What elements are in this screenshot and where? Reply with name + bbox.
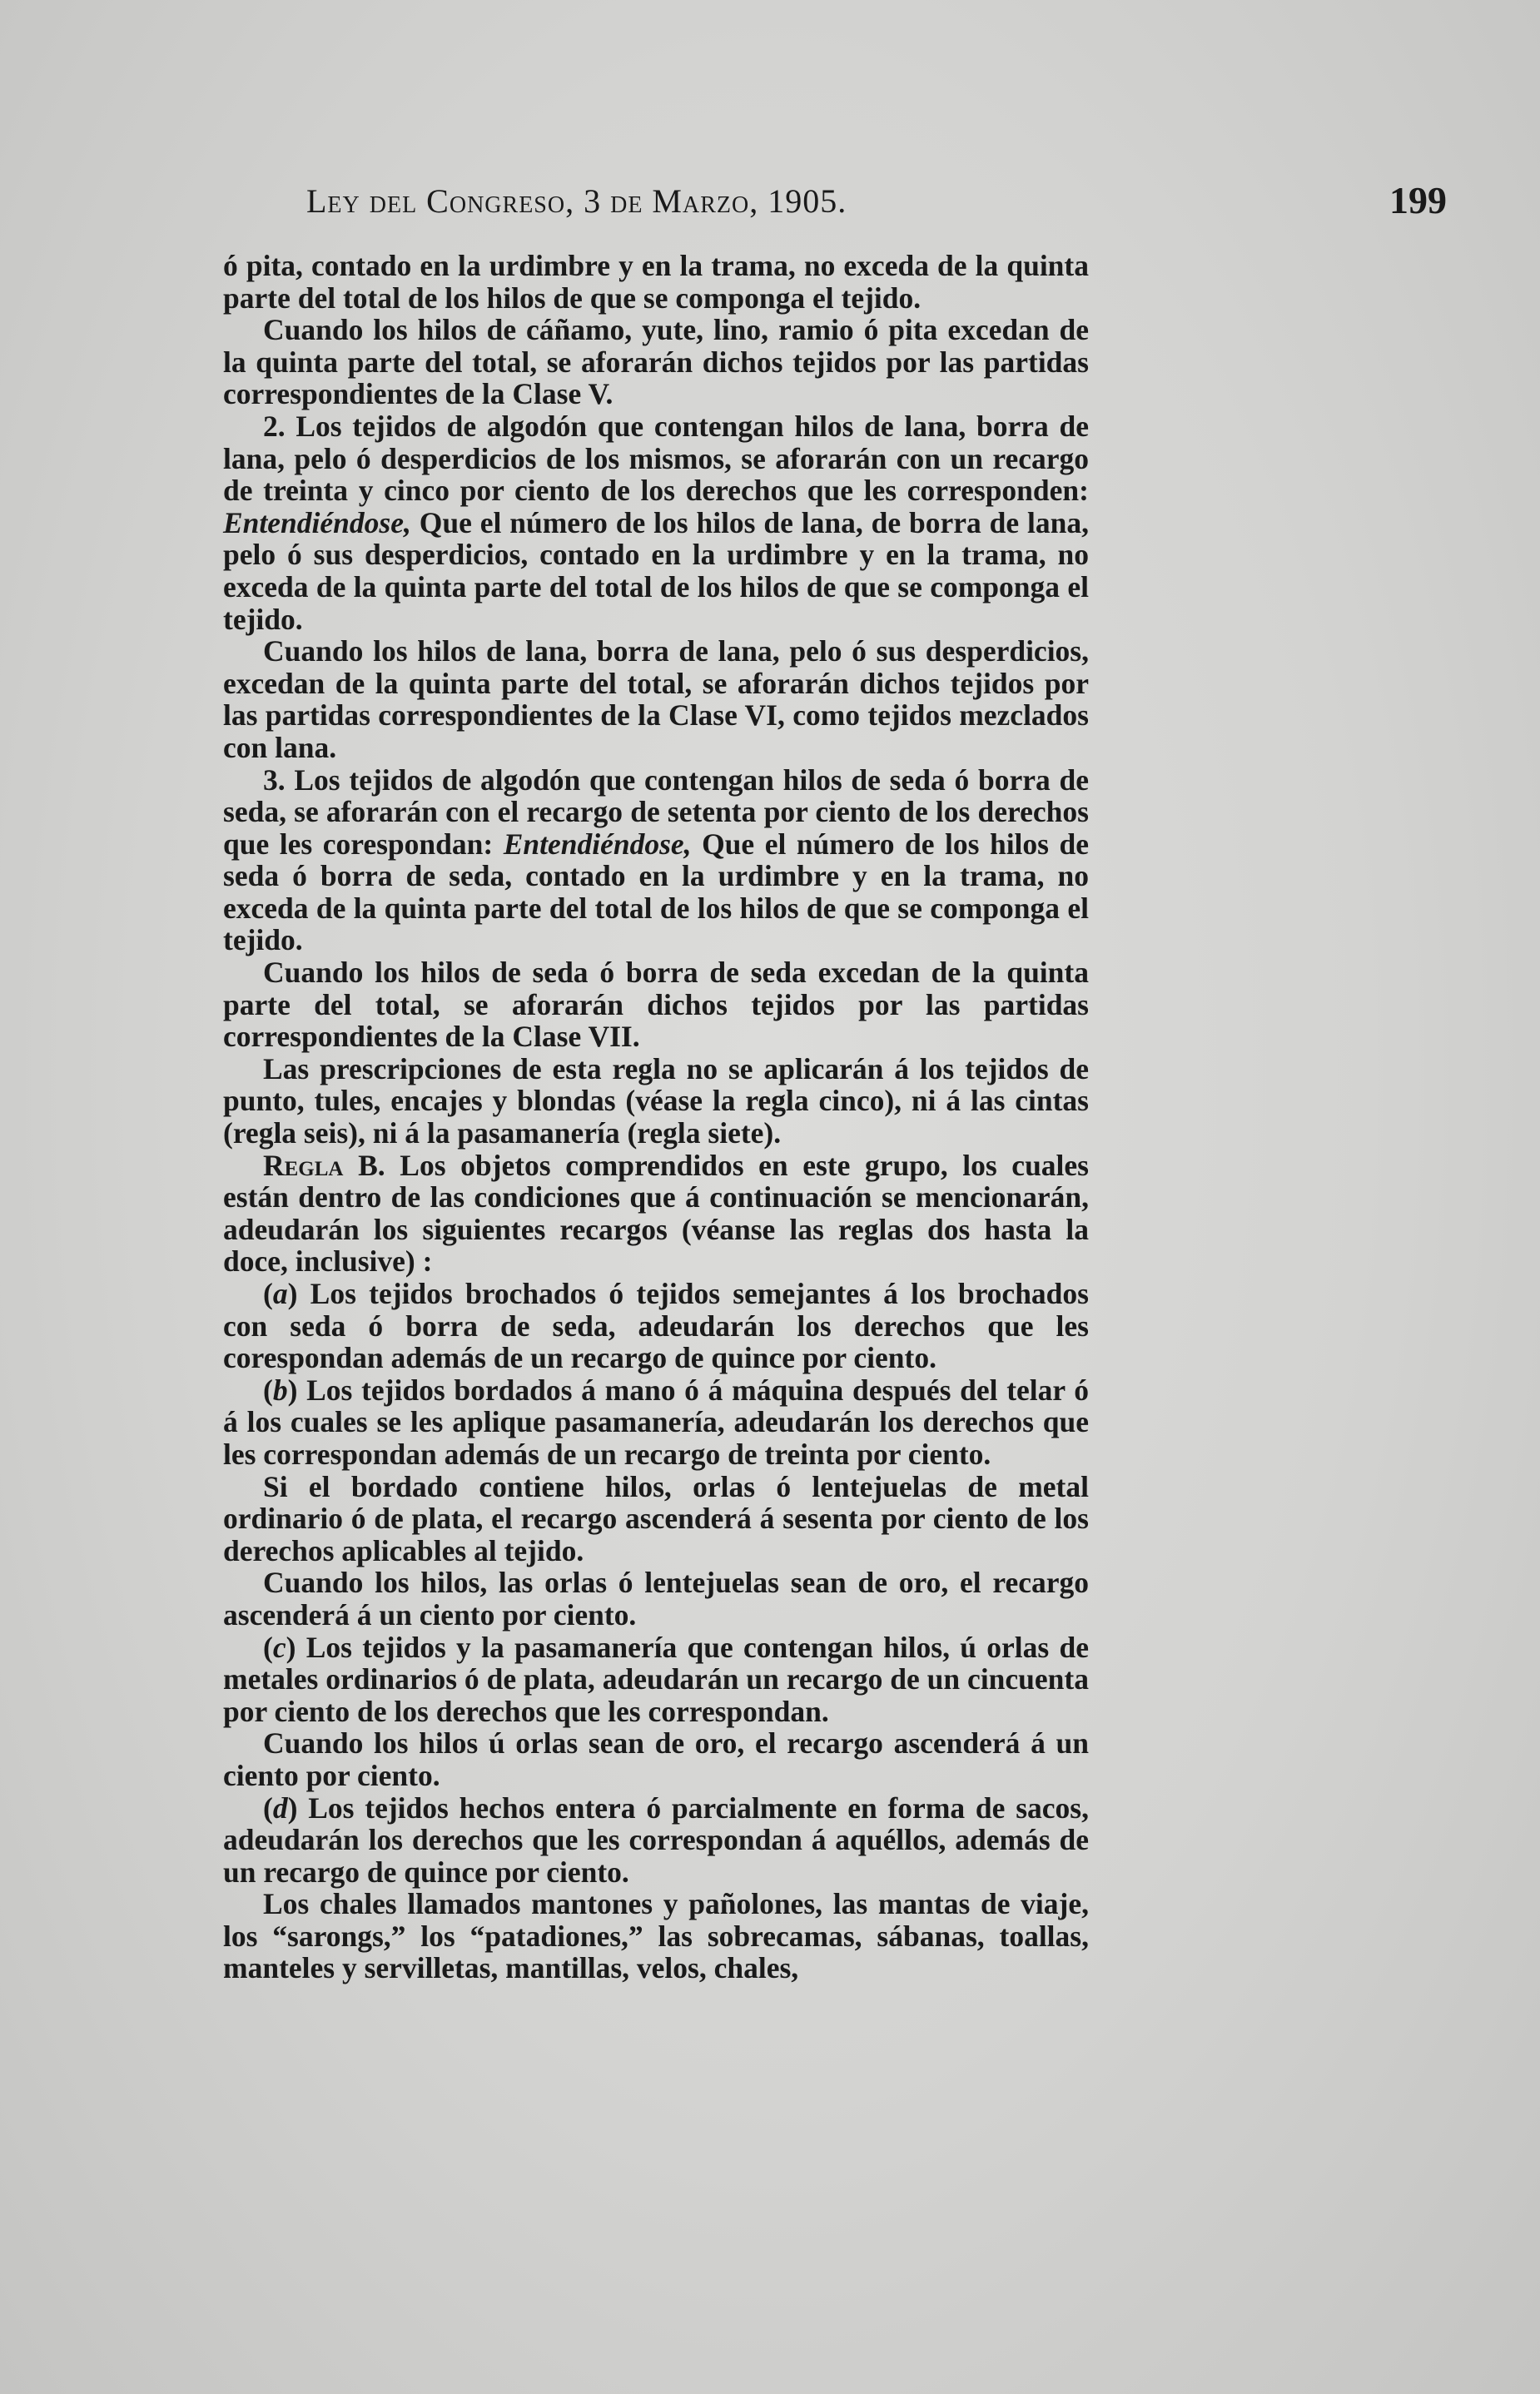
paragraph: (d) Los tejidos hechos entera ó parcialmente en forma de sacos, adeudarán los derechos que les correspondan á aquéllos, además de un recargo de quince por ciento. xyxy=(223,1791,1089,1889)
paragraph: Cuando los hilos de lana, borra de lana, pelo ó sus desperdicios, excedan de la quinta parte del total, se aforarán dichos tejidos por las partidas correspondientes de la Clase VI, como tejidos mezclados con lana. xyxy=(223,634,1089,764)
paragraph: 2. Los tejidos de algodón que contengan hilos de lana, borra de lana, pelo ó desperdicios de los mismos, se aforarán con un recargo de treinta y cinco por ciento de los derechos que les corresponden: Entendiéndose, Que el número de los hilos de lana, de borra de lana, pelo ó sus desperdicios, contado en la urdimbre y en la trama, no exceda de la quinta parte del total de los hilos de que se componga el tejido. xyxy=(223,409,1089,636)
item-marker: c xyxy=(272,1630,286,1664)
rule-label: Regla B. xyxy=(263,1148,385,1182)
paragraph: Cuando los hilos ú orlas sean de oro, el recargo ascenderá á un ciento por ciento. xyxy=(223,1726,1089,1792)
paragraph: 3. Los tejidos de algodón que contengan hilos de seda ó borra de seda, se aforarán con el recargo de setenta por ciento de los derechos que les corespondan: Entendiéndose, Que el número de los hilos de seda ó borra de seda, contado en la urdimbre y en la trama, no exceda de la quinta parte del total de los hilos de que se componga el tejido. xyxy=(223,762,1089,957)
paragraph: Regla B. Los objetos comprendidos en este grupo, los cuales están dentro de las condiciones que á continuación se mencionarán, adeudarán los siguientes recargos (véanse las reglas dos hasta la doce, inclusive) : xyxy=(223,1148,1089,1279)
running-head xyxy=(306,181,1447,231)
paragraph: Las prescripciones de esta regla no se aplicarán á los tejidos de punto, tules, encajes y blondas (véase la regla cinco), ni á las cintas (regla seis), ni á la pasamanería (regla siete). xyxy=(223,1051,1089,1150)
page-number: 199 xyxy=(1389,179,1447,221)
item-marker: a xyxy=(272,1277,288,1310)
paragraph: Si el bordado contiene hilos, orlas ó lentejuelas de metal ordinario ó de plata, el recargo ascenderá á sesenta por ciento de los derechos aplicables al tejido. xyxy=(223,1469,1089,1567)
paragraph: Los chales llamados mantones y pañolones, las mantas de viaje, los “sarongs,” los “patadiones,” las sobrecamas, sábanas, toallas, manteles y servilletas, mantillas, velos, chales, xyxy=(223,1887,1089,1985)
body-text xyxy=(223,250,1089,1984)
emphasis: Entendiéndose, xyxy=(503,827,692,861)
paragraph: Cuando los hilos, las orlas ó lentejuelas sean de oro, el recargo ascenderá á un ciento por ciento. xyxy=(223,1566,1089,1632)
paragraph: (c) Los tejidos y la pasamanería que contengan hilos, ú orlas de metales ordinarios ó de plata, adeudarán un recargo de un cincuenta por ciento de los derechos que les correspondan. xyxy=(223,1630,1089,1728)
emphasis: Entendiéndose, xyxy=(223,505,411,539)
running-head-title: Ley del Congreso, 3 de Marzo, 1905. xyxy=(306,182,847,220)
paragraph: Cuando los hilos de cáñamo, yute, lino, ramio ó pita excedan de la quinta parte del total, se aforarán dichos tejidos por las partidas correspondientes de la Clase V. xyxy=(223,313,1089,411)
item-marker: d xyxy=(272,1791,288,1825)
paragraph: (a) Los tejidos brochados ó tejidos semejantes á los brochados con seda ó borra de seda, adeudarán los derechos que les corespondan además de un recargo de quince por ciento. xyxy=(223,1277,1089,1375)
item-marker: b xyxy=(272,1373,288,1407)
paragraph: (b) Los tejidos bordados á mano ó á máquina después del telar ó á los cuales se les aplique pasamanería, adeudarán los derechos que les correspondan además de un recargo de treinta por ciento. xyxy=(223,1373,1089,1471)
paragraph: Cuando los hilos de seda ó borra de seda excedan de la quinta parte del total, se aforarán dichos tejidos por las partidas correspondientes de la Clase VII. xyxy=(223,956,1089,1054)
paragraph: ó pita, contado en la urdimbre y en la trama, no exceda de la quinta parte del total de los hilos de que se componga el tejido. xyxy=(223,249,1089,315)
